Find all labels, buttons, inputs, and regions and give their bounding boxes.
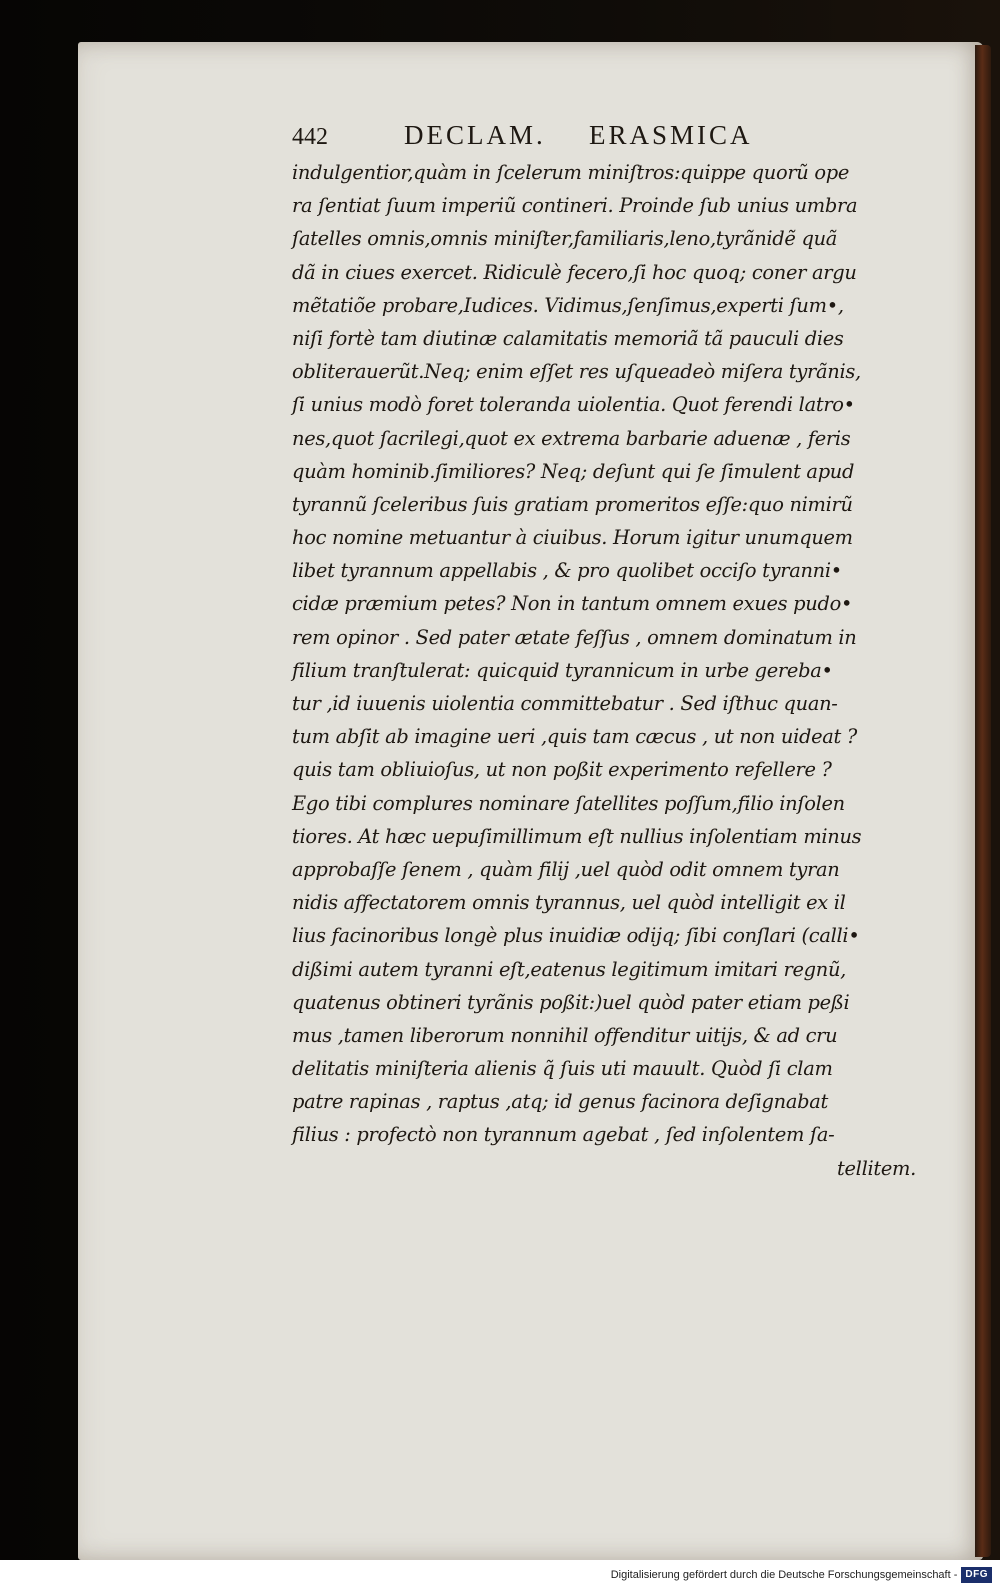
text-line: ra ſentiat ſuum imperiũ contineri. Proinde ſub unius umbra [292, 194, 858, 218]
text-line: tum abſit ab imagine ueri ,quis tam cæcus , ut non uideat ? [292, 725, 857, 749]
text-line: tiores. At hæc uериſimillimum eſt nullius inſolentiam minus [292, 824, 862, 848]
text-line: filium tranſtulerat: quicquid tyrannicum in urbe gereba• [292, 658, 833, 682]
text-line: hoc nomine metuantur à ciuibus. Horum igitur unumquem [292, 526, 853, 550]
text-line: ſi unius modò foret toleranda uiolentia. Quot ferendi latro• [292, 393, 855, 417]
text-line: indulgentior,quàm in ſcelerum miniſtros:quippe quorũ ope [292, 161, 850, 184]
text-line: Ego tibi complures nominare ſatellites poſſum,filio inſolen [292, 791, 845, 815]
text-line: quatenus obtineri tyrãnis poßit:)uel quòd pater etiam peßi [292, 990, 850, 1014]
body-text [292, 156, 942, 1185]
funding-credit: Digitalisierung gefördert durch die Deutsche Forschungsgemeinschaft - [610, 1569, 958, 1581]
text-line: delitatis miniſteria alienis q̃ ſuis uti mauult. Quòd ſi clam [292, 1057, 833, 1081]
text-line: nidis affectatorem omnis tyrannus, uel quòd intelligit ex il [292, 891, 846, 915]
text-line: dißimi autem tyranni eſt,eatenus legitimum imitari regnũ, [292, 957, 846, 981]
text-line: tyrannũ ſceleribus ſuis gratiam promeritos eſſe:quo nimirũ [292, 492, 853, 516]
text-line: niſi fortè tam diutinæ calamitatis memoriã tã pauculi dies [292, 326, 844, 350]
text-line: quis tam obliuioſus, ut non poßit experimento refellere ? [292, 758, 832, 782]
text-line: ſatelles omnis,omnis miniſter,familiaris,leno,tyrãnidẽ quã [292, 227, 838, 251]
running-title-right: ERASMICA [589, 120, 753, 150]
text-line: mus ,tamen liberorum nonnihil offenditur uitijs, & ad cru [292, 1023, 838, 1047]
text-line: cidæ præmium petes? Non in tantum omnem exues pudo• [292, 592, 853, 616]
text-line-final-catchword: tellitem. [837, 1156, 916, 1180]
text-line: tur ,id iuuenis uiolentia committebatur . Sed iſthuc quan- [292, 692, 838, 715]
book-spine-edge [975, 45, 991, 1557]
text-line: quàm hominib.ſimiliores? Neq; deſunt qui ſe ſimulent apud [292, 459, 855, 483]
text-line: nes,quot ſacrilegi,quot ex extrema barbarie aduenæ , feris [292, 426, 851, 450]
page-number: 442 [292, 124, 328, 150]
digitization-footer [0, 1560, 1000, 1590]
text-line: dã in ciues exercet. Ridiculè fecero,ſi hoc quoq; coner argu [292, 260, 857, 284]
page-text-block [292, 120, 942, 1185]
text-line: approbaſſe ſenem , quàm filij ,uel quòd odit omnem tyran [292, 857, 840, 881]
text-line: patre rapinas , raptus ,atq; id genus facinora deſignabat [292, 1090, 828, 1114]
text-line: lius facinoribus longè plus inuidiæ odijq; ſibi conſlari (calli• [292, 924, 860, 948]
text-line: libet tyrannum appellabis , & pro quolibet occiſo tyranni• [292, 559, 842, 583]
text-line: mẽtatiõe probare,Iudices. Vidimus,ſenſimus,experti ſum•, [292, 293, 844, 317]
text-line: rem opinor . Sed pater ætate feſſus , omnem dominatum in [292, 625, 857, 649]
running-title-left: DECLAM. [404, 120, 546, 150]
dfg-logo: DFG [961, 1567, 992, 1583]
running-head [292, 120, 942, 156]
text-line: obliterauerũt.Neq; enim eſſet res uſqueadeò miſera tyrãnis, [292, 360, 861, 384]
text-line: filius : profectò non tyrannum agebat , ſed inſolentem ſa- [292, 1123, 835, 1147]
